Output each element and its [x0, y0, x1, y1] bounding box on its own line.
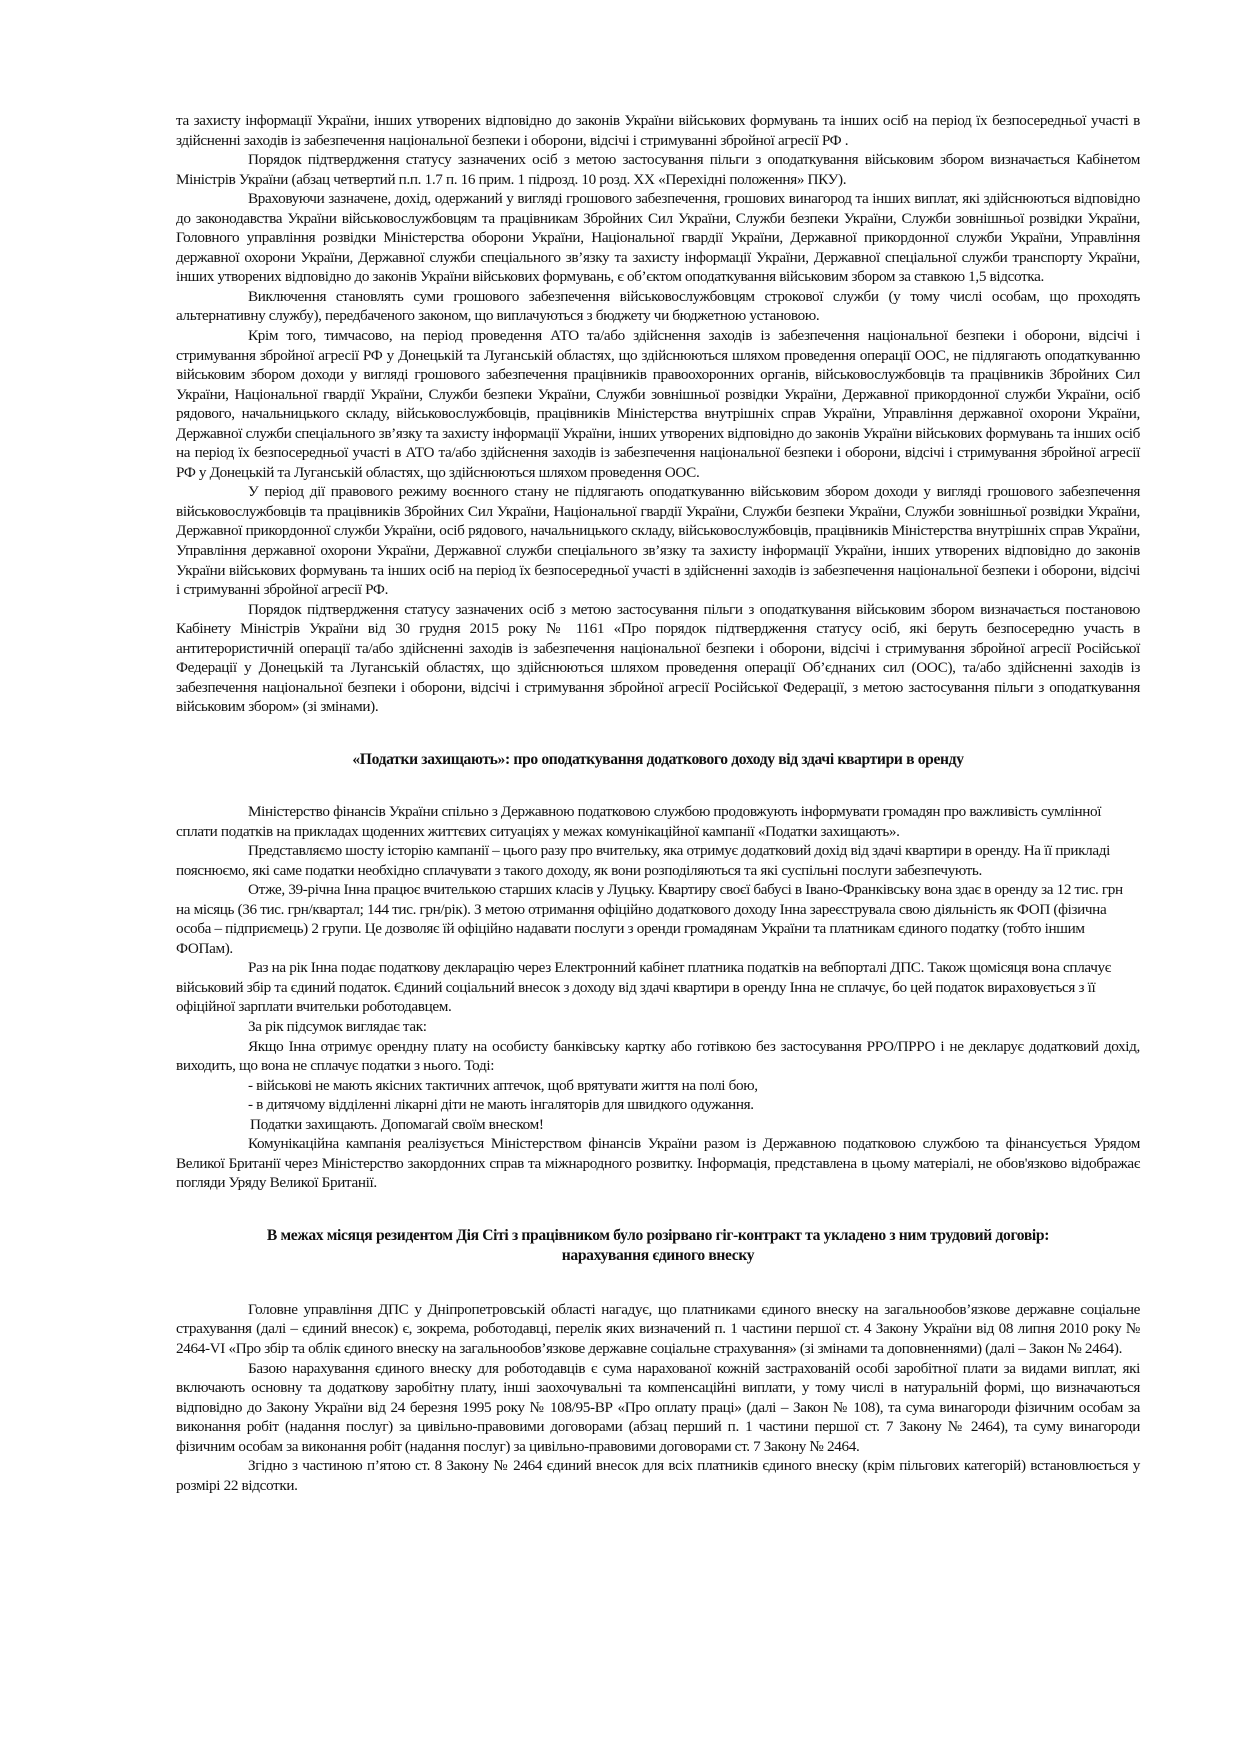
slogan: Податки захищають. Допомагай своїм внеском!: [250, 1115, 544, 1133]
section-rental-income: [176, 802, 1140, 1193]
paragraph: У період дії правового режиму воєнного стану не підлягають оподаткуванню військовим збором доходи у вигляді грошового забезпечення військовослужбовців та працівників Збройних Сил України, Національної гвардії України, Служби безпеки України, Служби зовнішньої розвідки України, Державної прикордонної служби України, осіб рядового, начальницького складу, військовослужбовців, працівників Міністерства внутрішніх справ України, Управління державної охорони України, Державної служби спеціального зв’язку та захисту інформації України, інших утворених відповідно до законів України військових формувань та інших осіб на період їх безпосередньої участі в здійсненні заходів із забезпечення національної безпеки і оборони, відсічі і стримуванні збройної агресії РФ.: [176, 483, 1140, 599]
paragraph: Базою нарахування єдиного внеску для роботодавців є сума нарахованої кожній застрахованій особі заробітної плати за видами виплат, які включають основну та додаткову заробітну плату, інші заохочувальні та компенсаційні виплати, у тому числі в натуральній формі, що визначаються відповідно до Закону України від 24 березня 1995 року № 108/95-ВР «Про оплату праці» (далі – Закон № 108), та сума винагороди фізичним особам за виконання робіт (надання послуг) за цивільно-правовими договорами (абзац перший п. 1 частини першої ст. 7 Закону № 2464), та суму винагороди фізичним особам за виконання робіт (надання послуг) за цивільно-правовими договорами ст. 7 Закону № 2464.: [176, 1359, 1140, 1455]
paragraph: Якщо Інна отримує орендну плату на особисту банківську картку або готівкою без застосування РРО/ПРРО і не декларує додатковий дохід, виходить, що вона не сплачує податки з нього. Тоді:: [176, 1037, 1140, 1075]
section-heading-diia-city: [176, 1226, 1140, 1266]
paragraph: Комунікаційна кампанія реалізується Міністерством фінансів України разом із Державною податковою службою та фінансується Урядом Великої Британії через Міністерство закордонних справ та міжнародного розвитку. Інформація, представлена в цьому матеріалі, не обов'язково відображає погляди Уряду Великої Британії.: [176, 1135, 1140, 1192]
paragraph: Міністерство фінансів України спільно з Державною податковою службою продовжують інформувати громадян про важливість сумлінної сплати податків на прикладах щоденних життєвих ситуаціях у межах комунікаційної кампанії «Податки захищають».: [176, 802, 1102, 840]
paragraph: та захисту інформації України, інших утворених відповідно до законів України військових формувань та інших осіб на період їх безпосередньої участі в здійсненні заходів із забезпечення національної безпеки і оборони, відсічі і стримуванні збройної агресії РФ .: [176, 112, 1140, 149]
paragraph: Раз на рік Інна подає податкову декларацію через Електронний кабінет платника податків на вебпорталі ДПС. Також щомісяця вона сплачує військовий збір та єдиний податок. Єдиний соціальний внесок з доходу від здачі квартири в оренду Інна не сплачує, бо цей податок вираховується з її офіційної зарплати вчительки роботодавцем.: [176, 959, 1111, 1016]
document-page: [176, 111, 1140, 1495]
heading-line-1: В межах місяця резидентом Дія Сіті з працівником було розірвано гіг-контракт та укладено з ним трудовий договір:: [266, 1226, 1050, 1244]
section-diia-city: [176, 1300, 1140, 1495]
list-item: - військові не мають якісних тактичних аптечок, щоб врятувати життя на полі бою,: [248, 1076, 758, 1094]
paragraph: Крім того, тимчасово, на період проведення АТО та/або здійснення заходів із забезпечення національної безпеки і оборони, відсічі і стримування збройної агресії РФ у Донецькій та Луганській областях, що здійснюються шляхом проведення операції ООС, не підлягають оподаткуванню військовим збором доходи у вигляді грошового забезпечення працівників правоохоронних органів, військовослужбовців та працівників Збройних Сил України, Національної гвардії України, Служби безпеки України, Служби зовнішньої розвідки України, Державної прикордонної служби України, осіб рядового, начальницького складу, військовослужбовців, працівників Міністерства внутрішніх справ України, Управління державної охорони України, Державної служби спеціального зв’язку та захисту інформації України, інших утворених відповідно до законів України військових формувань та інших осіб на період їх безпосередньої участі в АТО та/або здійснення заходів із забезпечення національної безпеки і оборони, відсічі і стримування збройної агресії РФ у Донецькій та Луганській областях, що здійснюються шляхом проведення ООС.: [176, 327, 1140, 481]
paragraph: За рік підсумок виглядає так:: [248, 1017, 427, 1035]
heading-line-2: нарахування єдиного внеску: [561, 1246, 755, 1264]
paragraph: Порядок підтвердження статусу зазначених осіб з метою застосування пільги з оподаткування військовим збором визначається постановою Кабінету Міністрів України від 30 грудня 2015 року № 1161 «Про порядок підтвердження статусу осіб, які беруть безпосередню участь в антитерористичній операції та/або здійсненні заходів із забезпечення національної безпеки і оборони, відсічі і стримування збройної агресії Російської Федерації у Донецькій та Луганській областях, що здійснюються шляхом проведення операції Об’єднаних сил (ООС), та/або здійсненні заходів із забезпечення національної безпеки і оборони, відсічі і стримування збройної агресії Російської Федерації, з метою застосування пільги з оподаткування військовим збором» (зі змінами).: [176, 600, 1140, 716]
section-military-levy: [176, 111, 1140, 717]
paragraph: Враховуючи зазначене, дохід, одержаний у вигляді грошового забезпечення, грошових винагород та інших виплат, які здійснюються відповідно до законодавства України військовослужбовцям та працівникам Збройних Сил України, Служби безпеки України, Служби зовнішньої розвідки України, Головного управління розвідки Міністерства оборони України, Національної гвардії України, Державної прикордонної служби України, Управління державної охорони України, Державної служби спеціального зв’язку та захисту інформації України, Державної спеціальної служби транспорту України, інших утворених відповідно до законів України військових формувань, є об’єктом оподаткування військовим збором за ставкою 1,5 відсотка.: [176, 190, 1140, 286]
paragraph: Виключення становлять суми грошового забезпечення військовослужбовцям строкової служби (у тому числі особам, що проходять альтернативну службу), передбаченого законом, що виплачуються з бюджету чи бюджетною установою.: [176, 287, 1140, 325]
paragraph: Згідно з частиною п’ятою ст. 8 Закону № 2464 єдиний внесок для всіх платників єдиного внеску (крім пільгових категорій) встановлюється у розмірі 22 відсотки.: [176, 1457, 1140, 1494]
list-item: - в дитячому відділенні лікарні діти не мають інгаляторів для швидкого одужання.: [248, 1096, 754, 1114]
section-heading-rental-income: «Податки захищають»: про оподаткування додаткового доходу від здачі квартири в оренду: [352, 750, 964, 768]
paragraph: Представляємо шосту історію кампанії – цього разу про вчительку, яка отримує додатковий дохід від здачі квартири в оренду. На її прикладі пояснюємо, які саме податки необхідно сплачувати з такого доходу, як вони розподіляються та які суспільні послуги забезпечують.: [176, 842, 1111, 879]
paragraph: Головне управління ДПС у Дніпропетровській області нагадує, що платниками єдиного внеску на загальнообов’язкове державне соціальне страхування (далі – єдиний внесок) є, зокрема, роботодавці, перелік яких визначений п. 1 частини першої ст. 4 Закону України від 08 липня 2010 року № 2464-VI «Про збір та облік єдиного внеску на загальнообов’язкове державне соціальне страхування» (зі змінами та доповненнями) (далі – Закон № 2464).: [176, 1300, 1140, 1357]
paragraph: Порядок підтвердження статусу зазначених осіб з метою застосування пільги з оподаткування військовим збором визначається Кабінетом Міністрів України (абзац четвертий п.п. 1.7 п. 16 прим. 1 підрозд. 10 розд. XX «Перехідні положення» ПКУ).: [176, 151, 1140, 188]
paragraph: Отже, 39-річна Інна працює вчителькою старших класів у Луцьку. Квартиру своєї бабусі в Івано-Франківську вона здає в оренду за 12 тис. грн на місяць (36 тис. грн/квартал; 144 тис. грн/рік). З метою отримання офіційно додаткового доходу Інна зареєструвала свою діяльність як ФОП (фізична особа – підприємець) 2 групи. Це дозволяє їй офіційно надавати послуги з оренди громадянам України та платникам єдиного податку (тобто іншим ФОПам).: [176, 881, 1123, 957]
